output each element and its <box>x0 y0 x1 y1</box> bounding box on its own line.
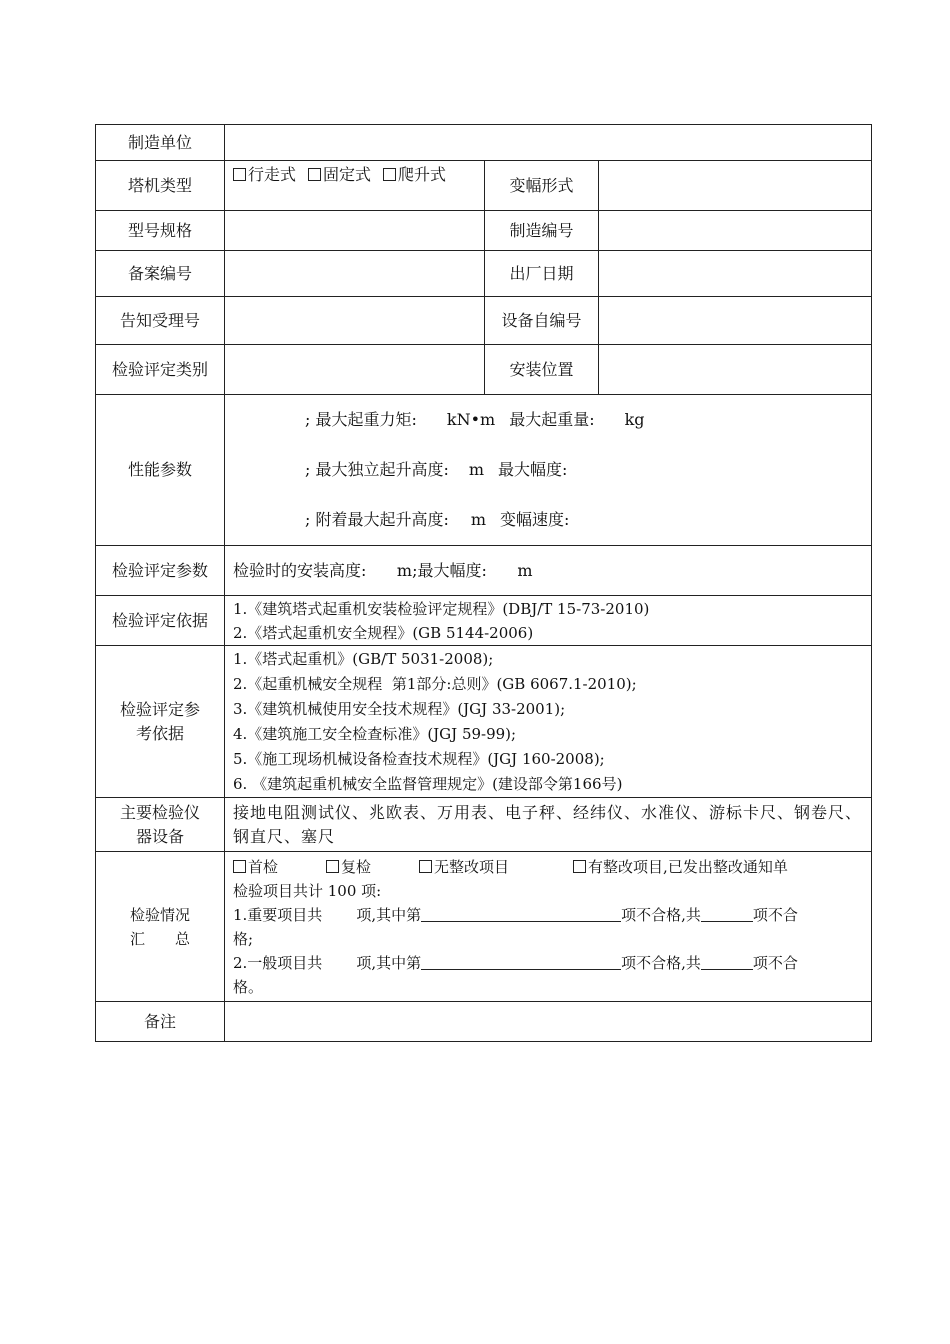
ref-item: 2.《起重机械安全规程 第1部分:总则》(GB 6067.1-2010); <box>233 674 637 693</box>
option-climbing[interactable]: 爬升式 <box>383 165 446 184</box>
summary-major-tail: 格; <box>233 929 254 948</box>
row-filing <box>96 251 872 297</box>
ref-label: 检验评定参考依据 <box>96 646 225 798</box>
position-value[interactable] <box>599 345 872 395</box>
ref-item: 4.《建筑施工安全检查标准》(JGJ 59-99); <box>233 724 517 743</box>
summary-general-tail: 格。 <box>233 977 264 996</box>
blank-field[interactable] <box>701 955 753 970</box>
checkbox-icon[interactable] <box>233 860 246 873</box>
blank-field[interactable] <box>421 955 621 970</box>
check-rectify[interactable]: 有整改项目,已发出整改通知单 <box>573 858 788 876</box>
summary-total: 检验项目共计 100 项: <box>233 881 382 900</box>
check-no-rectify[interactable]: 无整改项目 <box>419 858 509 876</box>
ref-item: 5.《施工现场机械设备检查技术规程》(JGJ 160-2008); <box>233 749 605 768</box>
crane-type-label: 塔机类型 <box>96 161 225 211</box>
checkbox-icon[interactable] <box>326 860 339 873</box>
ref-item: 1.《塔式起重机》(GB/T 5031-2008); <box>233 649 494 668</box>
checkbox-icon[interactable] <box>383 168 396 181</box>
instrument-label: 主要检验仪器设备 <box>96 798 225 852</box>
row-maker <box>96 125 872 161</box>
instrument-value: 接地电阻测试仪、兆欧表、万用表、电子秤、经纬仪、水准仪、游标卡尺、钢卷尺、钢直尺、塞尺 <box>225 798 872 852</box>
self-no-label: 设备自编号 <box>485 297 599 345</box>
row-eval-param <box>96 546 872 596</box>
position-label: 安装位置 <box>485 345 599 395</box>
row-remark <box>96 1002 872 1042</box>
checkbox-icon[interactable] <box>233 168 246 181</box>
basis-item: 2.《塔式起重机安全规程》(GB 5144-2006) <box>233 623 534 642</box>
basis-values <box>225 596 872 646</box>
ref-item: 6. 《建筑起重机械安全监督管理规定》(建设部令第166号) <box>233 774 623 793</box>
luffing-value[interactable] <box>599 161 872 211</box>
row-notice <box>96 297 872 345</box>
eval-param-value: 检验时的安装高度: m;最大幅度: m <box>225 546 872 596</box>
inspection-form <box>95 124 872 1042</box>
category-value[interactable] <box>225 345 485 395</box>
crane-type-options <box>225 161 485 211</box>
notice-label: 告知受理号 <box>96 297 225 345</box>
category-label: 检验评定类别 <box>96 345 225 395</box>
remark-value[interactable] <box>225 1002 872 1042</box>
summary-major: 1.重要项目共 项,其中第 项不合格,共 项不合 <box>233 905 798 924</box>
row-category <box>96 345 872 395</box>
blank-field[interactable] <box>701 907 753 922</box>
serial-value[interactable] <box>599 211 872 251</box>
perf-line-attached: ; 附着最大起升高度: m 变幅速度: <box>305 510 570 529</box>
row-summary <box>96 852 872 1002</box>
check-recheck[interactable]: 复检 <box>326 858 371 876</box>
checkbox-icon[interactable] <box>308 168 321 181</box>
serial-label: 制造编号 <box>485 211 599 251</box>
filing-label: 备案编号 <box>96 251 225 297</box>
perf-line-height: ; 最大独立起升高度: m 最大幅度: <box>305 460 568 479</box>
ref-values <box>225 646 872 798</box>
model-label: 型号规格 <box>96 211 225 251</box>
summary-label: 检验情况汇 总 <box>96 852 225 1002</box>
eval-param-label: 检验评定参数 <box>96 546 225 596</box>
checkbox-icon[interactable] <box>573 860 586 873</box>
summary-values <box>225 852 872 1002</box>
checkbox-icon[interactable] <box>419 860 432 873</box>
filing-value[interactable] <box>225 251 485 297</box>
check-first[interactable]: 首检 <box>233 858 278 876</box>
row-basis <box>96 596 872 646</box>
remark-label: 备注 <box>96 1002 225 1042</box>
self-no-value[interactable] <box>599 297 872 345</box>
perf-label: 性能参数 <box>96 395 225 546</box>
basis-item: 1.《建筑塔式起重机安装检验评定规程》(DBJ/T 15-73-2010) <box>233 599 650 618</box>
maker-value[interactable] <box>225 125 872 161</box>
summary-checks <box>233 855 863 879</box>
row-crane-type <box>96 161 872 211</box>
basis-label: 检验评定依据 <box>96 596 225 646</box>
date-value[interactable] <box>599 251 872 297</box>
option-fixed[interactable]: 固定式 <box>308 165 371 184</box>
row-model <box>96 211 872 251</box>
model-value[interactable] <box>225 211 485 251</box>
row-instruments <box>96 798 872 852</box>
maker-label: 制造单位 <box>96 125 225 161</box>
summary-general: 2.一般项目共 项,其中第 项不合格,共 项不合 <box>233 953 798 972</box>
row-performance <box>96 395 872 546</box>
ref-item: 3.《建筑机械使用安全技术规程》(JGJ 33-2001); <box>233 699 566 718</box>
perf-values <box>225 395 872 546</box>
notice-value[interactable] <box>225 297 485 345</box>
luffing-label: 变幅形式 <box>485 161 599 211</box>
option-walking[interactable]: 行走式 <box>233 165 296 184</box>
perf-line-moment: ; 最大起重力矩: kN•m 最大起重量: kg <box>305 410 645 429</box>
date-label: 出厂日期 <box>485 251 599 297</box>
blank-field[interactable] <box>421 907 621 922</box>
row-reference <box>96 646 872 798</box>
